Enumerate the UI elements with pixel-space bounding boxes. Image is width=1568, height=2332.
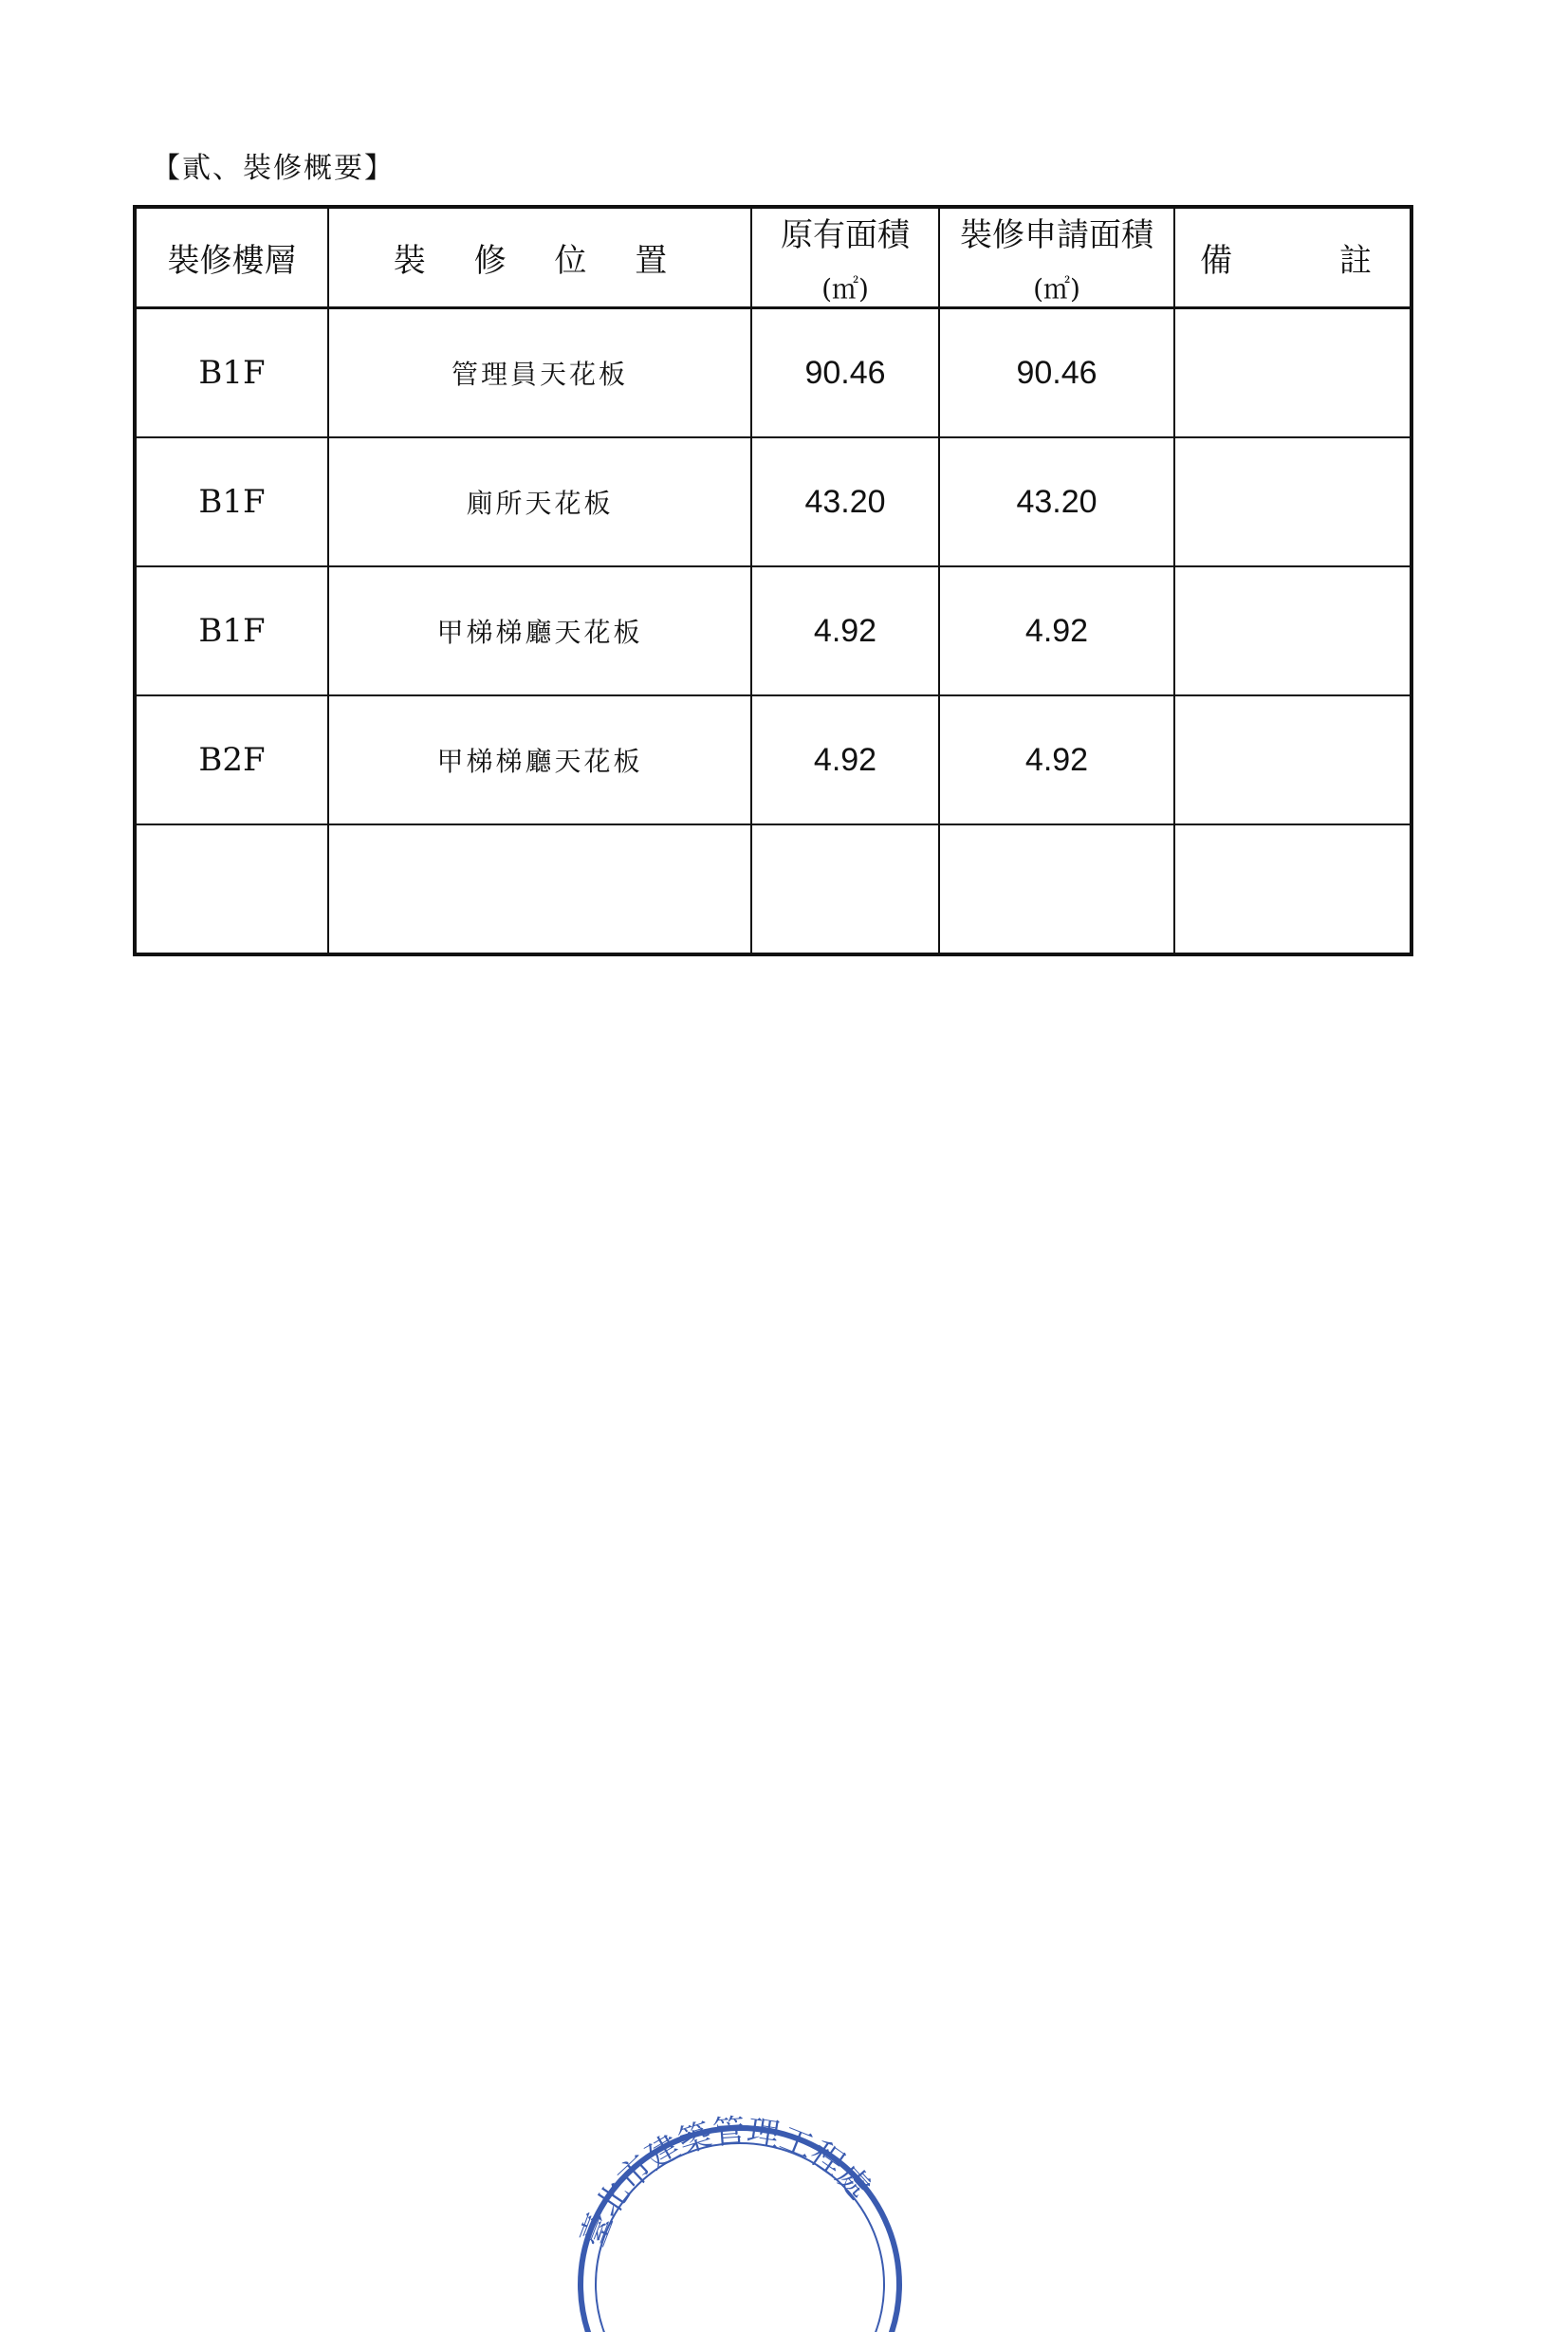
cell-floor: B2F [135, 695, 328, 824]
cell-original-area: 43.20 [751, 437, 939, 566]
header-remarks-left: 備 [1200, 242, 1232, 280]
cell-original-area: 90.46 [751, 308, 939, 438]
cell-remarks [1174, 824, 1411, 954]
cell-floor [135, 824, 328, 954]
cell-original-area [751, 824, 939, 954]
cell-applied-area: 90.46 [939, 308, 1174, 438]
cell-location: 甲梯梯廳天花板 [328, 695, 751, 824]
cell-applied-area: 4.92 [939, 695, 1174, 824]
header-location: 裝 修 位 置 [328, 207, 751, 308]
cell-location: 管理員天花板 [328, 308, 751, 438]
cell-floor: B1F [135, 308, 328, 438]
cell-remarks [1174, 308, 1411, 438]
cell-location [328, 824, 751, 954]
seal-text: 臺北市建築管理工程處 [573, 2112, 878, 2252]
cell-applied-area: 4.92 [939, 566, 1174, 695]
renovation-summary-table-wrap [133, 205, 1410, 949]
table-row [135, 308, 1411, 438]
official-seal-stamp [569, 2104, 911, 2332]
header-original-area-unit: (㎡) [821, 273, 869, 305]
cell-original-area: 4.92 [751, 695, 939, 824]
cell-remarks [1174, 566, 1411, 695]
cell-remarks [1174, 695, 1411, 824]
cell-floor: B1F [135, 566, 328, 695]
table-header-row [135, 207, 1411, 308]
cell-applied-area [939, 824, 1174, 954]
cell-location: 廁所天花板 [328, 437, 751, 566]
cell-remarks [1174, 437, 1411, 566]
header-original-area-label: 原有面積 [781, 216, 910, 254]
header-remarks-right: 註 [1339, 242, 1372, 280]
table-row [135, 437, 1411, 566]
table-row [135, 695, 1411, 824]
table-row [135, 824, 1411, 954]
renovation-summary-table [133, 205, 1413, 956]
cell-original-area: 4.92 [751, 566, 939, 695]
cell-location: 甲梯梯廳天花板 [328, 566, 751, 695]
section-title: 【貳、裝修概要】 [152, 152, 395, 185]
header-applied-area-label: 裝修申請面積 [960, 216, 1153, 254]
cell-floor: B1F [135, 437, 328, 566]
header-remarks [1174, 207, 1411, 308]
table-row [135, 566, 1411, 695]
cell-applied-area: 43.20 [939, 437, 1174, 566]
header-applied-area-unit: (㎡) [1033, 273, 1080, 305]
header-floor: 裝修樓層 [135, 207, 328, 308]
header-original-area [751, 207, 939, 308]
header-applied-area [939, 207, 1174, 308]
